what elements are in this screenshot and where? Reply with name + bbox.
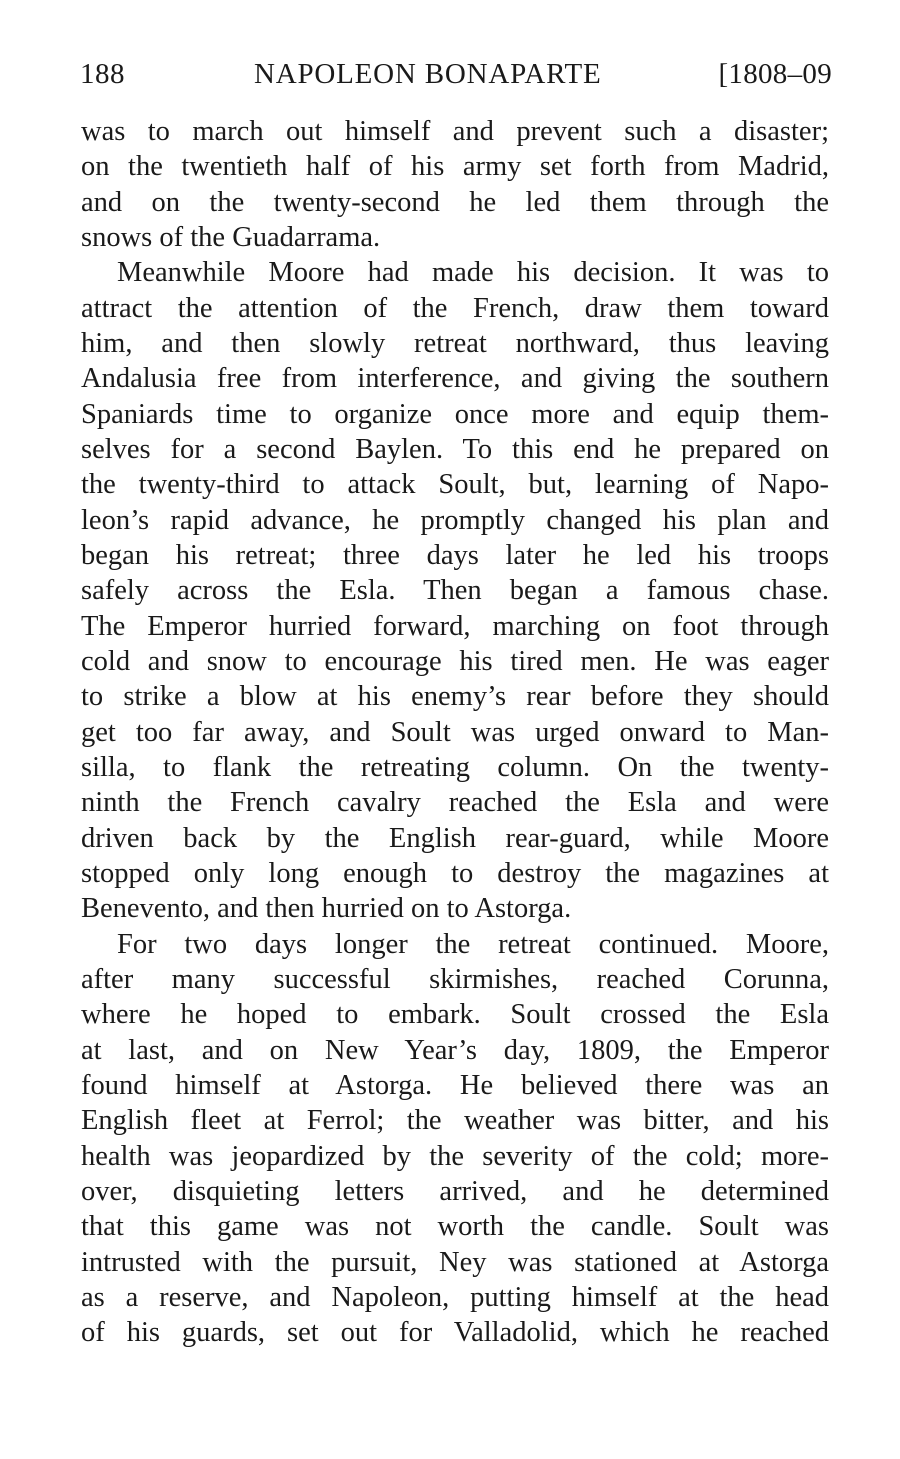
text-line: was to march out himself and prevent such a disaster; <box>81 116 829 147</box>
body-text <box>81 114 829 1350</box>
text-line: on the twentieth half of his army set forth from Madrid, <box>81 151 829 183</box>
text-line: over, disquieting letters arrived, and he determined <box>81 1175 829 1207</box>
text-line: found himself at Astorga. He believed there was an <box>81 1069 829 1101</box>
text-line: silla, to flank the retreating column. On the twenty- <box>81 751 829 783</box>
text-line: ninth the French cavalry reached the Esla and were <box>81 787 829 819</box>
text-line: of his guards, set out for Valladolid, which he reached <box>81 1317 829 1349</box>
text-line: leon’s rapid advance, he promptly changed his plan and <box>81 504 829 536</box>
text-line: began his retreat; three days later he led his troops <box>81 539 829 571</box>
text-line: at last, and on New Year’s day, 1809, the Emperor <box>81 1034 829 1066</box>
text-line: get too far away, and Soult was urged onward to Man- <box>81 716 829 748</box>
text-line: The Emperor hurried forward, marching on foot through <box>81 610 829 642</box>
text-line: safely across the Esla. Then began a famous chase. <box>81 575 829 607</box>
text-line: stopped only long enough to destroy the magazines at <box>81 857 829 889</box>
page-number: 188 <box>80 58 125 90</box>
date-range: [1808–09 <box>718 58 832 90</box>
text-line: snows of the Guadarrama. <box>81 221 381 253</box>
text-line: English fleet at Ferrol; the weather was bitter, and his <box>81 1105 829 1137</box>
text-line: and on the twenty-second he led them through the <box>81 186 829 218</box>
text-line: Andalusia free from interference, and giving the southern <box>81 363 829 395</box>
book-title: NAPOLEON BONAPARTE <box>254 58 602 90</box>
paragraph-start-line: For two days longer the retreat continued. Moore, <box>117 928 829 960</box>
text-line: intrusted with the pursuit, Ney was stationed at Astorga <box>81 1246 829 1278</box>
text-line: Spaniards time to organize once more and equip them- <box>81 398 829 430</box>
text-line: after many successful skirmishes, reached Corunna, <box>81 963 829 995</box>
text-line: selves for a second Baylen. To this end he prepared on <box>81 433 829 465</box>
text-line: him, and then slowly retreat northward, thus leaving <box>81 327 829 359</box>
running-head <box>80 52 832 96</box>
paragraph-start-line: Meanwhile Moore had made his decision. It was to <box>117 257 829 289</box>
text-line: to strike a blow at his enemy’s rear before they should <box>81 681 829 713</box>
text-line: health was jeopardized by the severity of the cold; more- <box>81 1140 829 1172</box>
text-line: cold and snow to encourage his tired men. He was eager <box>81 645 829 677</box>
text-line: driven back by the English rear-guard, while Moore <box>81 822 829 854</box>
text-line: the twenty-third to attack Soult, but, learning of Napo- <box>81 469 829 501</box>
text-line: as a reserve, and Napoleon, putting himself at the head <box>81 1281 829 1313</box>
text-line: where he hoped to embark. Soult crossed the Esla <box>81 999 829 1031</box>
text-line: attract the attention of the French, draw them toward <box>81 292 829 324</box>
text-line: Benevento, and then hurried on to Astorga. <box>81 893 572 925</box>
text-line: that this game was not worth the candle. Soult was <box>81 1211 829 1243</box>
